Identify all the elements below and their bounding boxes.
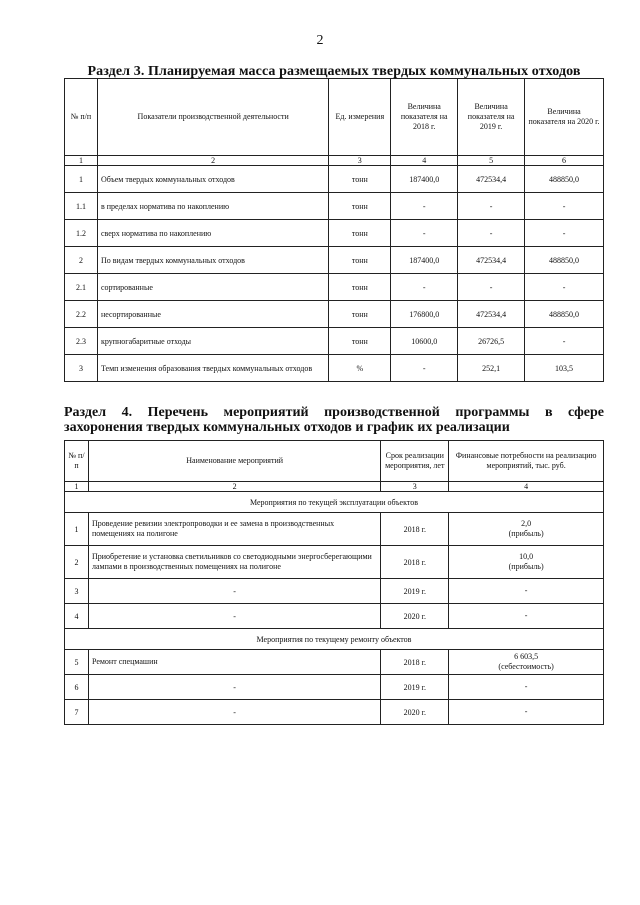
- table-cell: тонн: [329, 193, 391, 220]
- table-cell: 4: [65, 604, 89, 629]
- column-number: 4: [449, 482, 604, 492]
- table-row: [65, 247, 604, 274]
- table-cell: Ремонт спецмашин: [88, 650, 380, 675]
- table-cell: 488850,0: [525, 247, 604, 274]
- table-cell: -: [458, 274, 525, 301]
- page-number: 2: [316, 33, 324, 48]
- column-number: 3: [329, 156, 391, 166]
- table-cell: Темп изменения образования твердых коммунальных отходов: [97, 355, 328, 382]
- table-cell: [449, 700, 604, 725]
- table-cell: 187400,0: [391, 247, 458, 274]
- table-cell: -: [391, 274, 458, 301]
- table-cell: -: [525, 328, 604, 355]
- table-cell: 1: [65, 166, 98, 193]
- table-cell: -: [525, 274, 604, 301]
- finance-value: -: [524, 682, 528, 691]
- finance-value: 2,0: [521, 519, 532, 528]
- table-cell: 472534,4: [458, 247, 525, 274]
- table-cell: 2018 г.: [381, 650, 449, 675]
- table-row: [65, 328, 604, 355]
- table-row: [65, 546, 604, 579]
- table-cell: 2.1: [65, 274, 98, 301]
- table-cell: 10600,0: [391, 328, 458, 355]
- table-cell: 2019 г.: [381, 675, 449, 700]
- table-cell: 1.2: [65, 220, 98, 247]
- finance-value: 6 603,5: [514, 652, 539, 661]
- table-cell: -: [88, 604, 380, 629]
- table-header-row: [65, 79, 604, 156]
- section4-title-line2: захоронения твердых коммунальных отходов и график их реализации: [64, 420, 510, 435]
- table-row: [65, 220, 604, 247]
- table-cell: -: [88, 700, 380, 725]
- table-row: [65, 355, 604, 382]
- table-cell: [449, 513, 604, 546]
- finance-value: -: [524, 611, 528, 620]
- section3-table: [64, 78, 604, 382]
- table-cell: 1.1: [65, 193, 98, 220]
- table-cell: сортированные: [97, 274, 328, 301]
- header-cell: Величина показателя на 2020 г.: [525, 79, 604, 156]
- table-cell: 488850,0: [525, 166, 604, 193]
- table-row: [65, 513, 604, 546]
- table-cell: 252,1: [458, 355, 525, 382]
- table-cell: в пределах норматива по накоплению: [97, 193, 328, 220]
- header-cell: Срок реализации мероприятия, лет: [381, 441, 449, 482]
- table-cell: -: [88, 675, 380, 700]
- column-number-row: [65, 156, 604, 166]
- header-cell: Величина показателя на 2019 г.: [458, 79, 525, 156]
- header-cell: Ед. измерения: [329, 79, 391, 156]
- column-number: 1: [65, 156, 98, 166]
- table-cell: -: [525, 193, 604, 220]
- header-cell: Финансовые потребности на реализацию мероприятий, тыс. руб.: [449, 441, 604, 482]
- table-header-row: [65, 441, 604, 482]
- group-title-row: [65, 629, 604, 650]
- finance-value: 10,0: [519, 552, 534, 561]
- table-cell: сверх норматива по накоплению: [97, 220, 328, 247]
- table-cell: тонн: [329, 274, 391, 301]
- finance-source: (прибыль): [508, 529, 544, 538]
- table-cell: По видам твердых коммунальных отходов: [97, 247, 328, 274]
- group-title: Мероприятия по текущему ремонту объектов: [65, 629, 604, 650]
- table-cell: -: [391, 193, 458, 220]
- table-cell: 2.2: [65, 301, 98, 328]
- table-row: [65, 274, 604, 301]
- column-number-row: [65, 482, 604, 492]
- table-cell: 2019 г.: [381, 579, 449, 604]
- section3-title: Раздел 3. Планируемая масса размещаемых твердых коммунальных отходов: [87, 64, 581, 79]
- table-cell: %: [329, 355, 391, 382]
- column-number: 2: [88, 482, 380, 492]
- table-cell: Объем твердых коммунальных отходов: [97, 166, 328, 193]
- table-cell: 187400,0: [391, 166, 458, 193]
- table-row: [65, 579, 604, 604]
- table-cell: [449, 604, 604, 629]
- table-cell: 7: [65, 700, 89, 725]
- table-cell: [449, 675, 604, 700]
- table-cell: 1: [65, 513, 89, 546]
- group-title: Мероприятия по текущей эксплуатации объектов: [65, 492, 604, 513]
- table-cell: 5: [65, 650, 89, 675]
- table-cell: 3: [65, 579, 89, 604]
- column-number: 4: [391, 156, 458, 166]
- column-number: 6: [525, 156, 604, 166]
- table-row: [65, 700, 604, 725]
- table-row: [65, 301, 604, 328]
- table-cell: 26726,5: [458, 328, 525, 355]
- table-cell: несортированные: [97, 301, 328, 328]
- finance-value: -: [524, 586, 528, 595]
- group-title-row: [65, 492, 604, 513]
- column-number: 3: [381, 482, 449, 492]
- table-cell: 488850,0: [525, 301, 604, 328]
- table-cell: -: [458, 220, 525, 247]
- table-cell: [449, 546, 604, 579]
- section4-title-line1: Раздел 4. Перечень мероприятий производственной программы в сфере: [64, 405, 604, 420]
- table-cell: 2020 г.: [381, 604, 449, 629]
- table-cell: 103,5: [525, 355, 604, 382]
- column-number: 5: [458, 156, 525, 166]
- table-row: [65, 166, 604, 193]
- table-cell: Проведение ревизии электропроводки и ее замена в производственных помещениях на полигоне: [88, 513, 380, 546]
- table-row: [65, 193, 604, 220]
- table-row: [65, 604, 604, 629]
- table-cell: 6: [65, 675, 89, 700]
- table-cell: -: [525, 220, 604, 247]
- table-cell: тонн: [329, 328, 391, 355]
- table-cell: 472534,4: [458, 301, 525, 328]
- table-cell: -: [391, 355, 458, 382]
- column-number: 2: [97, 156, 328, 166]
- table-cell: 472534,4: [458, 166, 525, 193]
- table-cell: крупногабаритные отходы: [97, 328, 328, 355]
- table-cell: -: [391, 220, 458, 247]
- finance-source: (себестоимость): [498, 662, 554, 671]
- header-cell: № п/п: [65, 79, 98, 156]
- header-cell: Показатели производственной деятельности: [97, 79, 328, 156]
- table-cell: тонн: [329, 166, 391, 193]
- header-cell: № п/п: [65, 441, 89, 482]
- table-cell: 176800,0: [391, 301, 458, 328]
- table-cell: 2.3: [65, 328, 98, 355]
- section4-title: [64, 405, 604, 435]
- table-cell: [449, 650, 604, 675]
- table-row: [65, 650, 604, 675]
- table-cell: 2018 г.: [381, 513, 449, 546]
- table-cell: 2: [65, 247, 98, 274]
- table-row: [65, 675, 604, 700]
- table-cell: тонн: [329, 220, 391, 247]
- header-cell: Величина показателя на 2018 г.: [391, 79, 458, 156]
- finance-value: -: [524, 707, 528, 716]
- table-cell: Приобретение и установка светильников со светодиодными энергосберегающими лампами в производственных помещениях на полигоне: [88, 546, 380, 579]
- table-cell: -: [88, 579, 380, 604]
- finance-source: (прибыль): [508, 562, 544, 571]
- table-cell: 3: [65, 355, 98, 382]
- table-cell: -: [458, 193, 525, 220]
- table-cell: 2020 г.: [381, 700, 449, 725]
- section4-table: [64, 440, 604, 725]
- table-cell: тонн: [329, 301, 391, 328]
- table-cell: [449, 579, 604, 604]
- table-cell: 2018 г.: [381, 546, 449, 579]
- table-cell: тонн: [329, 247, 391, 274]
- header-cell: Наименование мероприятий: [88, 441, 380, 482]
- table-cell: 2: [65, 546, 89, 579]
- column-number: 1: [65, 482, 89, 492]
